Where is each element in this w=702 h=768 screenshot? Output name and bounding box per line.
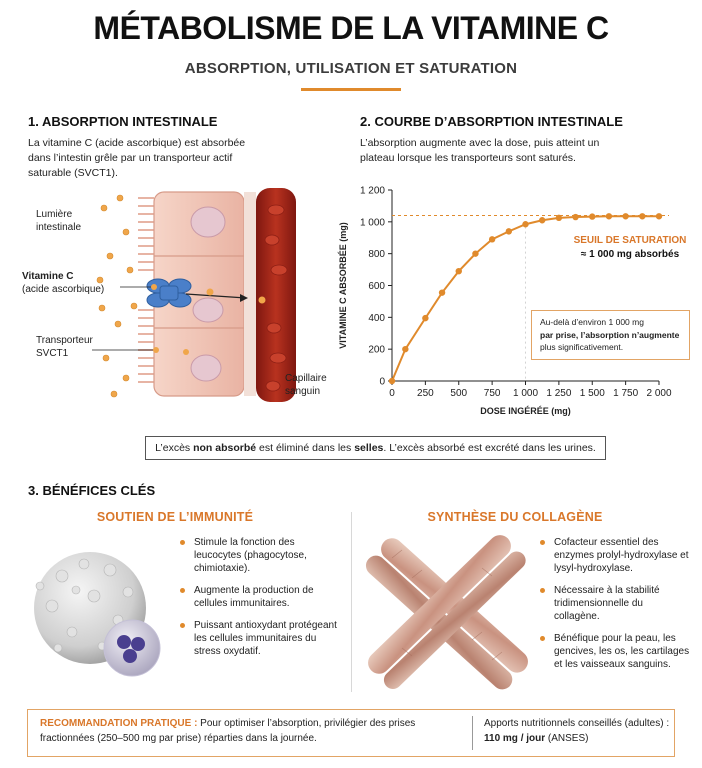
data-point	[389, 378, 395, 384]
y-tick-label: 600	[368, 281, 385, 292]
intestine-illustration	[96, 188, 306, 410]
recommended-intake: Apports nutritionnels conseillés (adultes) : 110 mg / jour (ANSES)	[484, 718, 670, 744]
x-tick-label: 1 500	[579, 388, 605, 399]
immune-cell-illustration	[22, 536, 172, 696]
x-tick-label: 1 000	[512, 388, 539, 399]
collagen-item: Nécessaire à la stabilité tridimensionnelle du collagène.	[540, 584, 690, 623]
data-point	[556, 215, 562, 221]
section-2-text: L’absorption augmente avec la dose, puis atteint un plateau lorsque les transporteurs sont saturés.	[360, 137, 600, 164]
y-tick-label: 1 000	[359, 217, 385, 229]
recommendation-text: RECOMMANDATION PRATIQUE : Pour optimiser l’absorption, privilégier des prises fractionnées (250–500 mg par prise) réparties dans la journée.	[40, 718, 416, 744]
data-point	[589, 213, 595, 219]
data-point	[506, 228, 512, 234]
y-tick-label: 1 200	[359, 185, 385, 197]
y-tick-label: 400	[368, 312, 385, 324]
section-3-heading: 3. BÉNÉFICES CLÉS	[28, 483, 156, 498]
section-1-heading: 1. ABSORPTION INTESTINALE	[28, 114, 218, 129]
immunity-item: Augmente la production de cellules immunitaires.	[180, 584, 340, 610]
saturation-note: Au-delà d’environ 1 000 mg par prise, l’absorption n’augmente plus significativement.	[531, 310, 690, 360]
pointer-line-transporter	[92, 345, 160, 355]
excess-note: L’excès non absorbé est éliminé dans les selles. L’excès absorbé est excrété dans les urines.	[145, 436, 606, 460]
immunity-item: Stimule la fonction des leucocytes (phagocytose, chimiotaxie).	[180, 536, 340, 575]
data-point	[489, 236, 495, 242]
x-axis-title: DOSE INGÉRÉE (mg)	[480, 406, 571, 416]
data-point	[456, 268, 462, 274]
data-point	[539, 217, 545, 223]
label-vitamin-c: Vitamine C (acide ascorbique)	[22, 271, 105, 295]
data-point	[472, 250, 478, 256]
collagen-list	[540, 536, 690, 680]
data-point	[422, 315, 428, 321]
x-tick-label: 0	[389, 388, 395, 399]
y-tick-label: 800	[368, 249, 385, 261]
immunity-list	[180, 536, 340, 667]
section-divider	[351, 512, 352, 692]
data-point	[606, 213, 612, 219]
y-axis-title: VITAMINE C ABSORBÉE (mg)	[338, 222, 348, 349]
page-subtitle: ABSORPTION, UTILISATION ET SATURATION	[184, 60, 518, 77]
page-title: MÉTABOLISME DE LA VITAMINE C	[93, 10, 609, 46]
saturation-label: SEUIL DE SATURATION ≈ 1 000 mg absorbés	[573, 235, 687, 260]
x-tick-label: 750	[483, 388, 501, 399]
title-underline	[301, 88, 401, 91]
x-tick-label: 1 750	[613, 388, 639, 399]
data-point	[622, 213, 628, 219]
data-point	[656, 213, 662, 219]
data-point	[402, 346, 408, 352]
section-2-heading: 2. COURBE D’ABSORPTION INTESTINALE	[360, 114, 623, 129]
y-tick-label: 200	[368, 344, 385, 356]
collagen-item: Bénéfique pour la peau, les gencives, les os, les cartilages et les vaisseaux sanguins.	[540, 632, 690, 671]
data-point	[639, 213, 645, 219]
collagen-item: Cofacteur essentiel des enzymes prolyl-hydroxylase et lysyl-hydroxylase.	[540, 536, 690, 575]
immunity-title: SOUTIEN DE L’IMMUNITÉ	[96, 510, 254, 524]
immunity-item: Puissant antioxydant protégeant les cellules immunitaires du stress oxydatif.	[180, 619, 340, 658]
label-capillary: Capillaire sanguin	[285, 373, 327, 397]
x-tick-label: 1 250	[546, 388, 572, 399]
data-point	[439, 289, 445, 295]
x-tick-label: 250	[417, 388, 434, 399]
label-lumen: Lumière intestinale	[36, 209, 82, 233]
collagen-fibers-illustration	[362, 528, 528, 698]
x-tick-label: 2 000	[646, 388, 672, 399]
data-point	[522, 221, 528, 227]
pointer-line-vitamin-c	[120, 282, 160, 292]
y-tick-label: 0	[379, 376, 385, 388]
data-point	[572, 214, 578, 220]
x-tick-label: 500	[450, 388, 468, 399]
label-transporter: Transporteur SVCT1	[36, 335, 93, 359]
section-1-text: La vitamine C (acide ascorbique) est absorbée dans l’intestin grêle par un transporteur actif saturable (SVCT1).	[28, 137, 246, 179]
collagen-title: SYNTHÈSE DU COLLAGÈNE	[427, 510, 603, 524]
absorption-chart	[333, 180, 693, 420]
recommendation-separator	[472, 716, 473, 750]
